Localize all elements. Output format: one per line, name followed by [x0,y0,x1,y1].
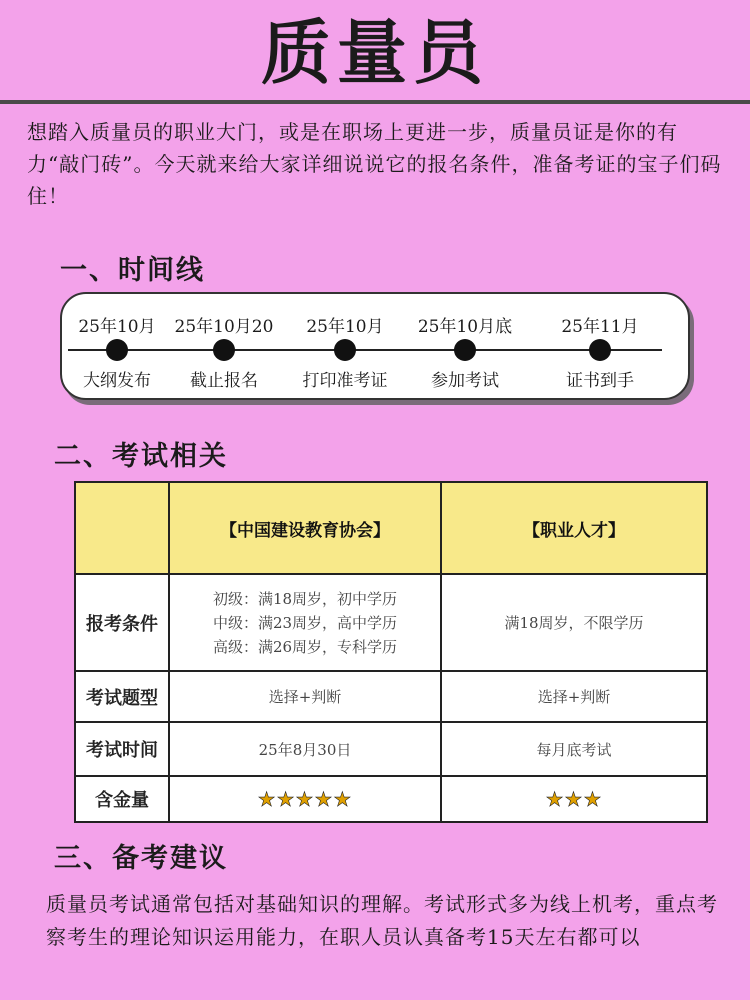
column-header: 【职业人才】 [441,482,707,574]
star-rating-icon: ★★★ [545,787,603,811]
timeline-dot [106,339,128,361]
star-rating-icon: ★★★★★ [257,787,353,811]
table-cell: 选择+判断 [169,671,441,722]
table-corner-cell [75,482,169,574]
table-row [75,574,707,671]
table-cell: 选择+判断 [441,671,707,722]
timeline-item [405,294,525,398]
table-header-row [75,482,707,574]
timeline-date: 25年10月 [78,317,156,337]
advice-heading: 三、备考建议 [54,843,228,874]
table-cell [441,776,707,822]
exam-comparison-table [74,481,708,823]
timeline-date: 25年11月 [561,317,639,337]
table-cell: 25年8月30日 [169,722,441,776]
exam-heading: 二、考试相关 [54,441,228,472]
condition-line: 中级：满23周岁，高中学历 [212,613,398,632]
timeline-item [285,294,405,398]
row-header: 报考条件 [75,574,169,671]
timeline-label: 大纲发布 [83,371,151,391]
timeline-dot [454,339,476,361]
table-row [75,722,707,776]
table-cell [169,574,441,671]
table-cell: 每月底考试 [441,722,707,776]
timeline-item [164,294,284,398]
condition-line: 初级：满18周岁，初中学历 [212,589,398,608]
timeline-label: 参加考试 [431,371,499,391]
table-row [75,671,707,722]
timeline-dot [334,339,356,361]
timeline-label: 截止报名 [190,371,258,391]
timeline-dot [213,339,235,361]
advice-paragraph: 质量员考试通常包括对基础知识的理解。考试形式多为线上机考，重点考察考生的理论知识运用能力，在职人员认真备考15天左右都可以 [46,892,718,949]
table-cell: 满18周岁，不限学历 [441,574,707,671]
timeline-date: 25年10月 [306,317,384,337]
page-title: 质量员 [261,11,489,94]
condition-line: 高级：满26周岁，专科学历 [212,637,398,656]
row-header: 考试时间 [75,722,169,776]
timeline-label: 证书到手 [566,371,634,391]
timeline-date: 25年10月20 [174,317,274,337]
timeline-panel [60,292,690,400]
row-header: 考试题型 [75,671,169,722]
timeline-heading: 一、时间线 [60,255,205,286]
row-header: 含金量 [75,776,169,822]
timeline-label: 打印准考证 [302,371,388,391]
timeline-dot [589,339,611,361]
title-divider [0,100,750,104]
timeline-item [540,294,660,398]
table-row [75,776,707,822]
timeline-item [57,294,177,398]
intro-paragraph: 想踏入质量员的职业大门，或是在职场上更进一步，质量员证是你的有力“敲门砖”。今天就来给大家详细说说它的报名条件，准备考证的宝子们码住！ [27,120,722,208]
timeline-date: 25年10月底 [417,317,513,337]
table-cell [169,776,441,822]
column-header: 【中国建设教育协会】 [169,482,441,574]
